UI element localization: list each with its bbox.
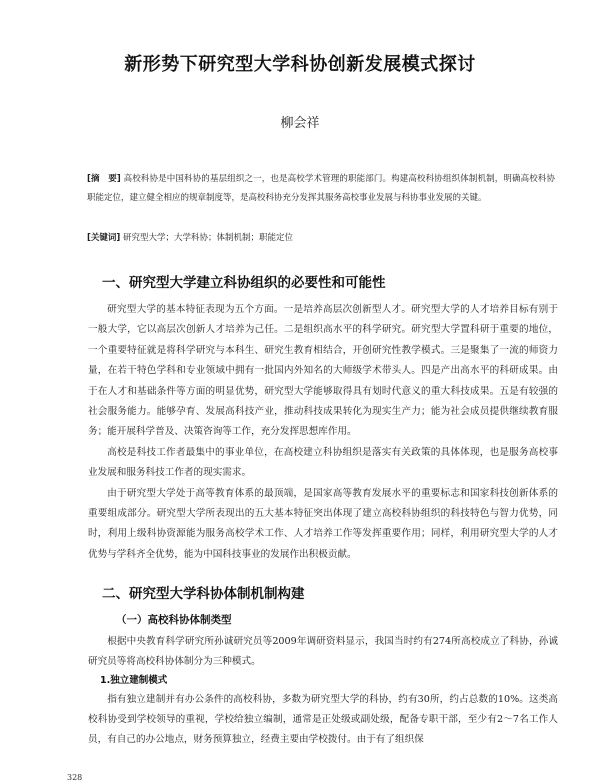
abstract-text: 高校科协是中国科协的基层组织之一，也是高校学术管理的职能部门。构建高校科协组织体制机制，明确高校科协职能定位，建立健全相应的规章制度等，是高校科协充分发挥其服务高校事业发展与科协事业发展的关键。 — [87, 174, 555, 203]
paragraph: 由于研究型大学处于高等教育体系的最顶端，是国家高等教育发展水平的重要标志和国家科技创新体系的重要组成部分。研究型大学所表现出的五大基本特征突出体现了建立高校科协组织的科技特色与智力优势，同时，利用上级科协资源能为服务高校学术工作、人才培养工作等发挥重要作用；同样，利用研究型大学的人才优势与学科齐全优势，能为中国科技事业的发展作出积极贡献。 — [88, 487, 558, 560]
keywords-label: [关键词] — [87, 233, 121, 243]
author-name: 柳会祥 — [280, 116, 320, 131]
keywords-block — [87, 231, 555, 245]
paragraph: 根据中央教育科学研究所孙诚研究员等2009年调研资料显示，我国当时约有274所高校成立了科协，孙诚研究员等将高校科协体制分为三种模式。 — [88, 636, 558, 667]
page-number: 328 — [67, 773, 83, 782]
paragraph: 指有独立建制并有办公条件的高校科协，多数为研究型大学的科协，约有30所，约占总数的10%。这类高校科协受到学校领导的重视，学校给独立编制，通常是正处级或副处级，配备专职干部，至少有2～7名工作人员，有自己的办公地点，财务预算独立，经费主要由学校拨付。由于有了组织保 — [88, 694, 558, 745]
paragraph: 高校是科技工作者最集中的事业单位，在高校建立科协组织是落实有关政策的具体体现，也是服务高校事业发展和服务科技工作者的现实需求。 — [88, 446, 558, 479]
section-heading: 一、研究型大学建立科协组织的必要性和可能性 — [102, 275, 386, 291]
paper-title: 新形势下研究型大学科协创新发展模式探讨 — [124, 54, 476, 75]
subsubsection-heading: 1.独立建制模式 — [100, 675, 168, 686]
abstract-block — [87, 170, 555, 208]
section-body — [88, 690, 558, 750]
keywords-text: 研究型大学；大学科协；体制机制；职能定位 — [122, 233, 293, 243]
abstract-label: [摘 要] — [87, 174, 121, 184]
section-body — [88, 300, 558, 565]
paragraph: 研究型大学的基本特征表现为五个方面。一是培养高层次创新型人才。研究型大学的人才培养目标有别于一般大学，它以高层次创新人才培养为己任。二是组织高水平的科学研究。研究型大学置科研于重要的地位，一个重要特征就是将科学研究与本科生、研究生教育相结合，开创研究性教学模式。三是聚集了一流的师资力量，在若干特色学科和专业领域中拥有一批国内外知名的大师级学术带头人。四是产出高水平的科研成果。由于在人才和基础条件等方面的明显优势，研究型大学能够取得具有划时代意义的重大科技成果。五是有较强的社会服务能力。能够孕育、发展高科技产业，推动科技成果转化为现实生产力；能为社会成员提供继续教育服务；能开展科学普及、决策咨询等工作，充分发挥思想库作用。 — [88, 304, 558, 438]
section-body — [88, 632, 558, 672]
subsection-heading: （一）高校科协体制类型 — [116, 614, 232, 626]
section-heading: 二、研究型大学科协体制机制构建 — [102, 586, 305, 602]
